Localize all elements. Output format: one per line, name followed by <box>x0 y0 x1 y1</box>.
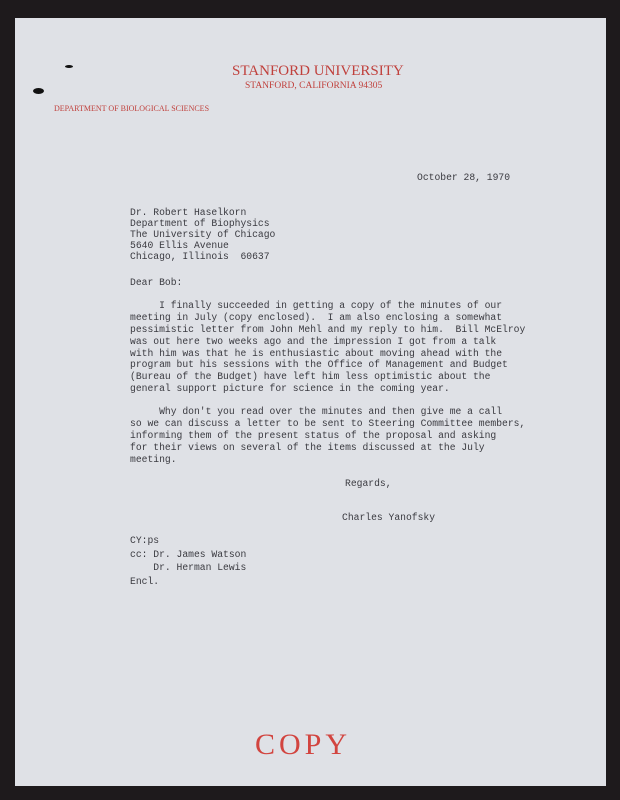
ink-spot <box>33 88 44 94</box>
address-line: Department of Biophysics <box>130 218 270 229</box>
address-line: 5640 Ellis Avenue <box>130 240 229 251</box>
letter-date: October 28, 1970 <box>417 172 511 183</box>
text-line: Why don't you read over the minutes and then give me a call <box>130 406 503 417</box>
paragraph-2 <box>130 406 525 465</box>
signature-name: Charles Yanofsky <box>342 512 436 523</box>
text-line: informing them of the present status of the proposal and asking <box>130 429 497 441</box>
university-address: STANFORD, CALIFORNIA 94305 <box>245 81 383 91</box>
text-line: pessimistic letter from John Mehl and my reply to him. Bill McElroy <box>130 323 526 335</box>
cc-line: cc: Dr. James Watson <box>130 548 247 560</box>
text-line: I finally succeeded in getting a copy of the minutes of our <box>130 300 503 311</box>
ink-spot <box>65 65 73 68</box>
copy-stamp: COPY <box>255 728 352 761</box>
text-line: (Bureau of the Budget) have left him less optimistic about the <box>130 371 491 383</box>
address-line: The University of Chicago <box>130 229 276 240</box>
enclosure-note: Encl. <box>130 575 160 587</box>
text-line: with him was that he is enthusiastic about moving ahead with the <box>130 347 503 359</box>
letter-page <box>15 18 606 786</box>
university-name: STANFORD UNIVERSITY <box>232 63 404 79</box>
address-line: Chicago, Illinois 60637 <box>130 251 270 262</box>
address-line: Dr. Robert Haselkorn <box>130 207 247 218</box>
closing: Regards, <box>345 478 392 489</box>
text-line: was out here two weeks ago and the impression I got from a talk <box>130 335 497 347</box>
initials: CY:ps <box>130 535 160 546</box>
text-line: meeting. <box>130 453 177 465</box>
text-line: so we can discuss a letter to be sent to Steering Committee members, <box>130 417 526 429</box>
cc-line: Dr. Herman Lewis <box>130 562 247 573</box>
text-line: meeting in July (copy enclosed). I am also enclosing a somewhat <box>130 311 503 323</box>
text-line: program but his sessions with the Office of Management and Budget <box>130 359 508 371</box>
department-name: DEPARTMENT OF BIOLOGICAL SCIENCES <box>54 104 210 113</box>
text-line: for their views on several of the items discussed at the July <box>130 441 485 453</box>
text-line: general support picture for science in the coming year. <box>130 383 450 395</box>
recipient-address <box>130 207 275 262</box>
salutation: Dear Bob: <box>130 277 183 288</box>
paragraph-1 <box>130 300 525 395</box>
footer-notes <box>130 534 246 588</box>
